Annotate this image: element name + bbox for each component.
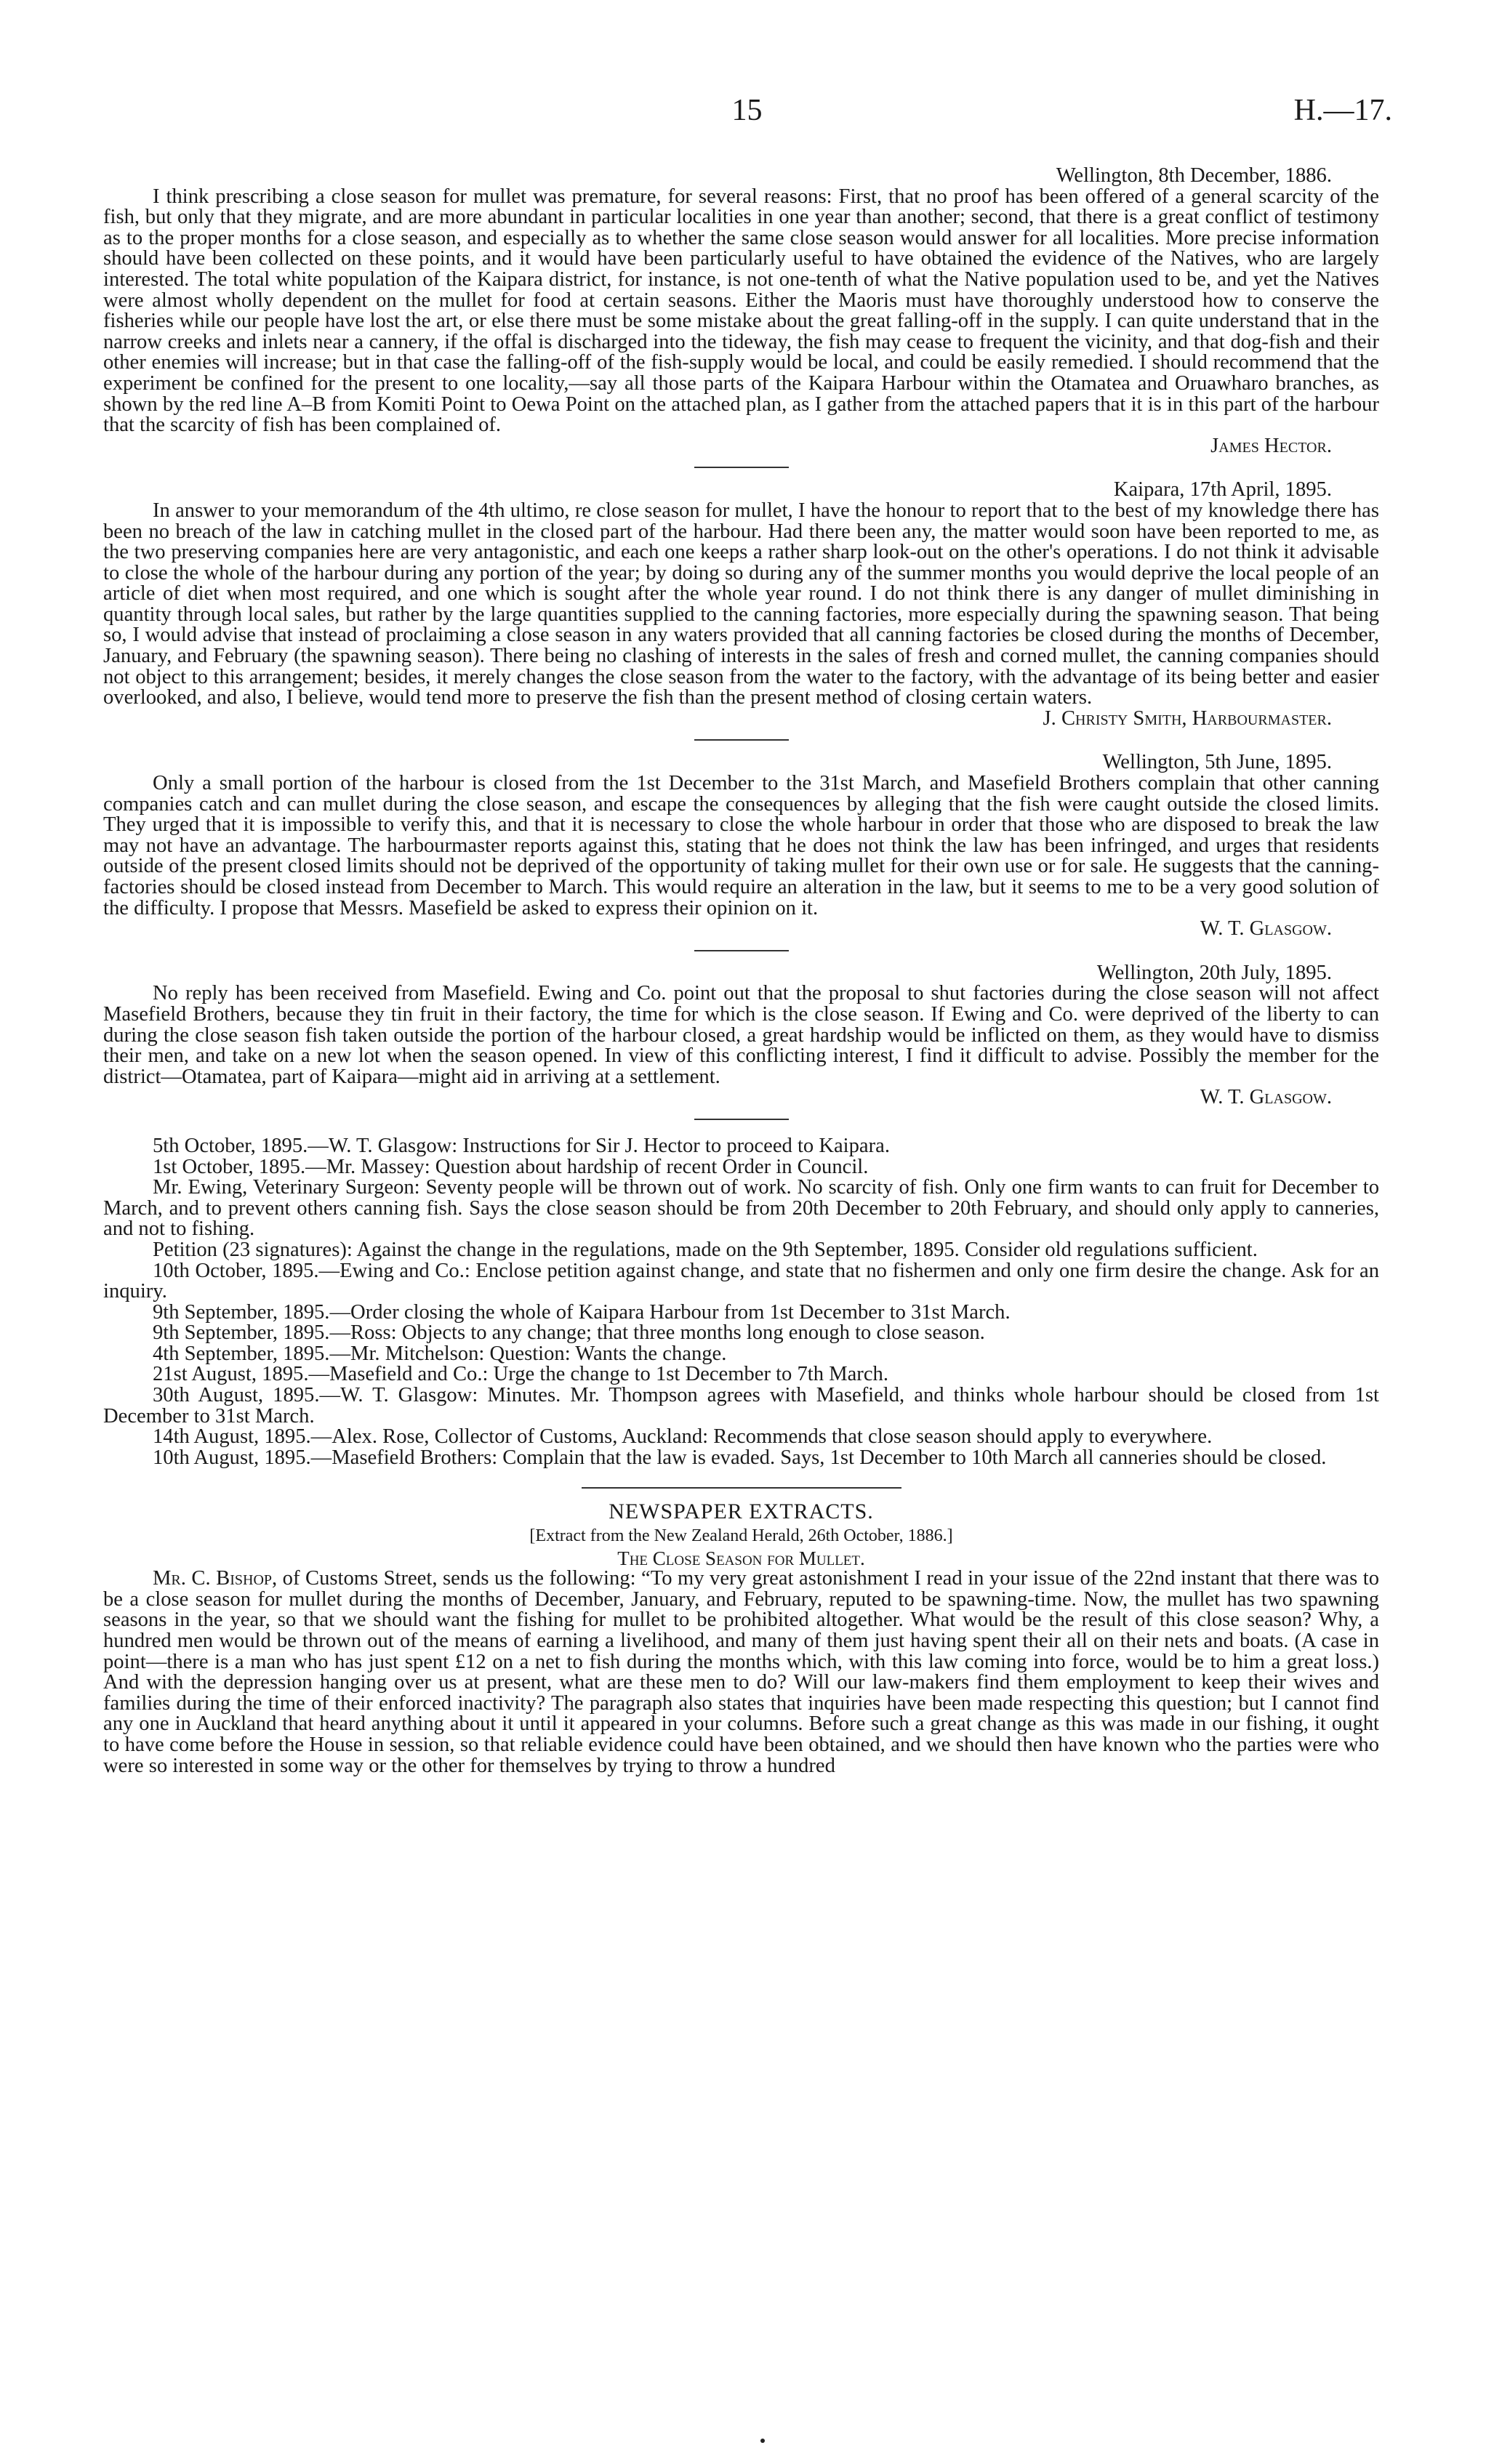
memo-body: Only a small portion of the harbour is closed from the 1st December to the 31st March, and Masefield Brothers complain that other canning companies catch and can mullet during the close season, and escape the consequences by alleging that the fish were caught outside the closed limits. They urged that it is impossible to verify this, and that it is necessary to close the whole harbour in order that those who are disposed to break the law may not have an advantage. The harbourmaster reports against this, stating that he does not think the law has been infringed, and urges that residents outside of the present closed limits should not be deprived of the opportunity of taking mullet for their own use or for sale. He suggests that the canning-factories should be closed instead from December to March. This would require an alteration in the law, but it seems to me to be a very good solution of the difficulty. I propose that Messrs. Masefield be asked to express their opinion on it.: [103, 772, 1379, 919]
memo-dateline: Kaipara, 17th April, 1895.: [1113, 478, 1332, 502]
extract-source: [Extract from the New Zealand Herald, 26th October, 1886.]: [529, 1526, 953, 1546]
memo-signature: W. T. Glasgow.: [1200, 1086, 1332, 1109]
note-item: Petition (23 signatures): Against the change in the regulations, made on the 9th September, 1895. Consider old regulations sufficient.: [153, 1238, 1258, 1261]
note-item: 10th August, 1895.—Masefield Brothers: Complain that the law is evaded. Says, 1st December to 10th March all canneries should be closed.: [153, 1446, 1327, 1469]
extract-title: The Close Season for Mullet.: [617, 1547, 865, 1569]
memo-smith: [103, 480, 1379, 729]
extract-lead: Mr. C. Bishop,: [153, 1567, 278, 1590]
page-number: 15: [731, 94, 763, 127]
memo-body: I think prescribing a close season for mullet was premature, for several reasons: First, that no proof has been offered of a general scarcity of the fish, but only that they migrate, and are more abundant in particular localities in one year than another; second, that there is a great conflict of testimony as to the proper months for a close season, and especially as to whether the same close season would answer for all localities. More precise information should have been collected on these points, and it would have been particularly useful to have obtained the evidence of the Natives, who are largely interested. The total white population of the Kaipara district, for instance, is not one-tenth of what the Native population used to be, and yet the Natives were almost wholly dependent on the mullet for food at certain seasons. Either the Maoris must have thoroughly understood how to conserve the fisheries while our people have lost the art, or else there must be some mistake about the great falling-off in the supply. I can quite understand that in the narrow creeks and inlets near a cannery, if the offal is discharged into the tideway, the fish may cease to frequent the vicinity, and that dog-fish and their other enemies will increase; but in that case the falling-off of the fish-supply would be local, and could be easily remedied. I should recommend that the experiment be confined for the present to one locality,—say all those parts of the Kaipara Harbour within the Otamatea and Oruawharo branches, as shown by the red line A–B from Komiti Point to Oewa Point on the attached plan, as I gather from the attached papers that it is in this part of the harbour that the scarcity of fish has been complained of.: [103, 185, 1379, 437]
separator-rule: [694, 739, 789, 741]
note-item: 14th August, 1895.—Alex. Rose, Collector of Customs, Auckland: Recommends that close season should apply to everywhere.: [153, 1425, 1213, 1449]
note-item: 4th September, 1895.—Mr. Mitchelson: Question: Wants the change.: [153, 1342, 727, 1365]
note-item: 30th August, 1895.—W. T. Glasgow: Minutes. Mr. Thompson agrees with Masefield, and thinks whole harbour should be closed from 1st December to 31st March.: [103, 1384, 1379, 1428]
note-item: 1st October, 1895.—Mr. Massey: Question about hardship of recent Order in Council.: [153, 1155, 869, 1178]
extract-text: of Customs Street, sends us the following: “To my very great astonishment I read in your issue of the 22nd instant that there was to be a close season for mullet during the months of December, January, and February, reputed to be spawning-time. Now, the mullet has two spawning seasons in the year, so that we should want the fishing for mullet to be prohibited altogether. What would be the result of this close season? Why, a hundred men would be thrown out of the means of earning a livelihood, and many of them just having spent their all on their nets and boats. (A case in point—there is a man who has just spent £12 on a net to fish during the months which, with this law coming into force, would be to him a great loss.) And with the depression hanging over us at present, what are these men to do? Will our law-makers find them employment to keep their wives and families during the time of their enforced inactivity? The paragraph also states that inquiries have been made respecting this question; but I cannot find any one in Auckland that heard anything about it until it appeared in your columns. Before such a great change as this was made in our fishing, it ought to have come before the House in session, so that reliable evidence could have been obtained, and we should then have known who the parties were who were so interested in some way or the other for themselves by trying to throw a hundred: [103, 1567, 1379, 1777]
memo-dateline: Wellington, 8th December, 1886.: [1056, 164, 1332, 187]
page-content: [103, 166, 1379, 1776]
memo-body: In answer to your memorandum of the 4th ultimo, re close season for mullet, I have the honour to report that to the best of my knowledge there has been no breach of the law in catching mullet in the closed part of the harbour. Had there been any, the matter would soon have been reported to me, as the two preserving companies here are very antagonistic, and each one keeps a rather sharp look-out on the other's operations. I do not think it advisable to close the whole of the harbour during any portion of the year; by doing so during any of the summer months you would deprive the local people of an article of diet when most required, and one which is sought after the whole year round. I do not think there is any danger of mullet diminishing in quantity through local sales, but rather by the large quantities supplied to the canning factories, more especially during the spawning season. That being so, I would advise that instead of proclaiming a close season in any waters provided that all canning factories be closed during the months of December, January, and February (the spawning season). There being no clashing of interests in the sales of fresh and corned mullet, the canning companies should not object to this arrangement; besides, it merely changes the close season from the water to the factory, with the advantage of its being better and easier overlooked, and also, I believe, would tend more to preserve the fish than the present method of closing certain waters.: [103, 499, 1379, 709]
memo-body: No reply has been received from Masefield. Ewing and Co. point out that the proposal to shut factories during the close season will not affect Masefield Brothers, because they tin fruit in their factory, the time for which is the close season. If Ewing and Co. were deprived of the liberty to can during the close season fish taken outside the portion of the harbour closed, a great hardship would be inflicted on them, as they would have to dismiss their men, and take on a new lot when the season opened. In view of this conflicting interest, I find it difficult to advise. Possibly the member for the district—Otamatea, part of Kaipara—might aid in arriving at a settlement.: [103, 982, 1379, 1088]
separator-rule: [694, 950, 789, 951]
chronology-notes: [103, 1136, 1379, 1469]
extract-body: [103, 1569, 1379, 1776]
memo-hector: [103, 166, 1379, 456]
note-item: 5th October, 1895.—W. T. Glasgow: Instructions for Sir J. Hector to proceed to Kaipara.: [153, 1134, 890, 1157]
memo-dateline: Wellington, 20th July, 1895.: [1096, 961, 1332, 984]
newspaper-extracts: [103, 1499, 1379, 1777]
memo-glasgow-july: [103, 963, 1379, 1108]
page-mark-dot: [760, 2439, 765, 2443]
memo-signature: W. T. Glasgow.: [1200, 917, 1332, 941]
note-item: 9th September, 1895.—Ross: Objects to any change; that three months long enough to close season.: [153, 1321, 985, 1345]
memo-glasgow-june: [103, 752, 1379, 939]
page-header: [102, 93, 1392, 137]
memo-signature: James Hector.: [1210, 434, 1332, 457]
note-item: 10th October, 1895.—Ewing and Co.: Enclose petition against change, and state that no fishermen and only one firm desire the change. Ask for an inquiry.: [103, 1259, 1379, 1303]
note-item: 9th September, 1895.—Order closing the whole of Kaipara Harbour from 1st December to 31st March.: [153, 1300, 1011, 1324]
separator-rule: [694, 467, 789, 468]
section-rule: [582, 1487, 901, 1489]
memo-signature: J. Christy Smith, Harbourmaster.: [1043, 706, 1332, 730]
paper-code: H.—17.: [1293, 94, 1392, 127]
separator-rule: [694, 1119, 789, 1120]
note-item: 21st August, 1895.—Masefield and Co.: Urge the change to 1st December to 7th March.: [153, 1363, 888, 1386]
note-item: Mr. Ewing, Veterinary Surgeon: Seventy people will be thrown out of work. No scarcity of fish. Only one firm wants to can fruit for December to March, and to prevent others canning fish. Says the close season should be from 20th December to 20th February, and should only apply to canneries, and not to fishing.: [103, 1176, 1379, 1241]
section-title: NEWSPAPER EXTRACTS.: [609, 1499, 874, 1524]
memo-dateline: Wellington, 5th June, 1895.: [1102, 751, 1332, 774]
